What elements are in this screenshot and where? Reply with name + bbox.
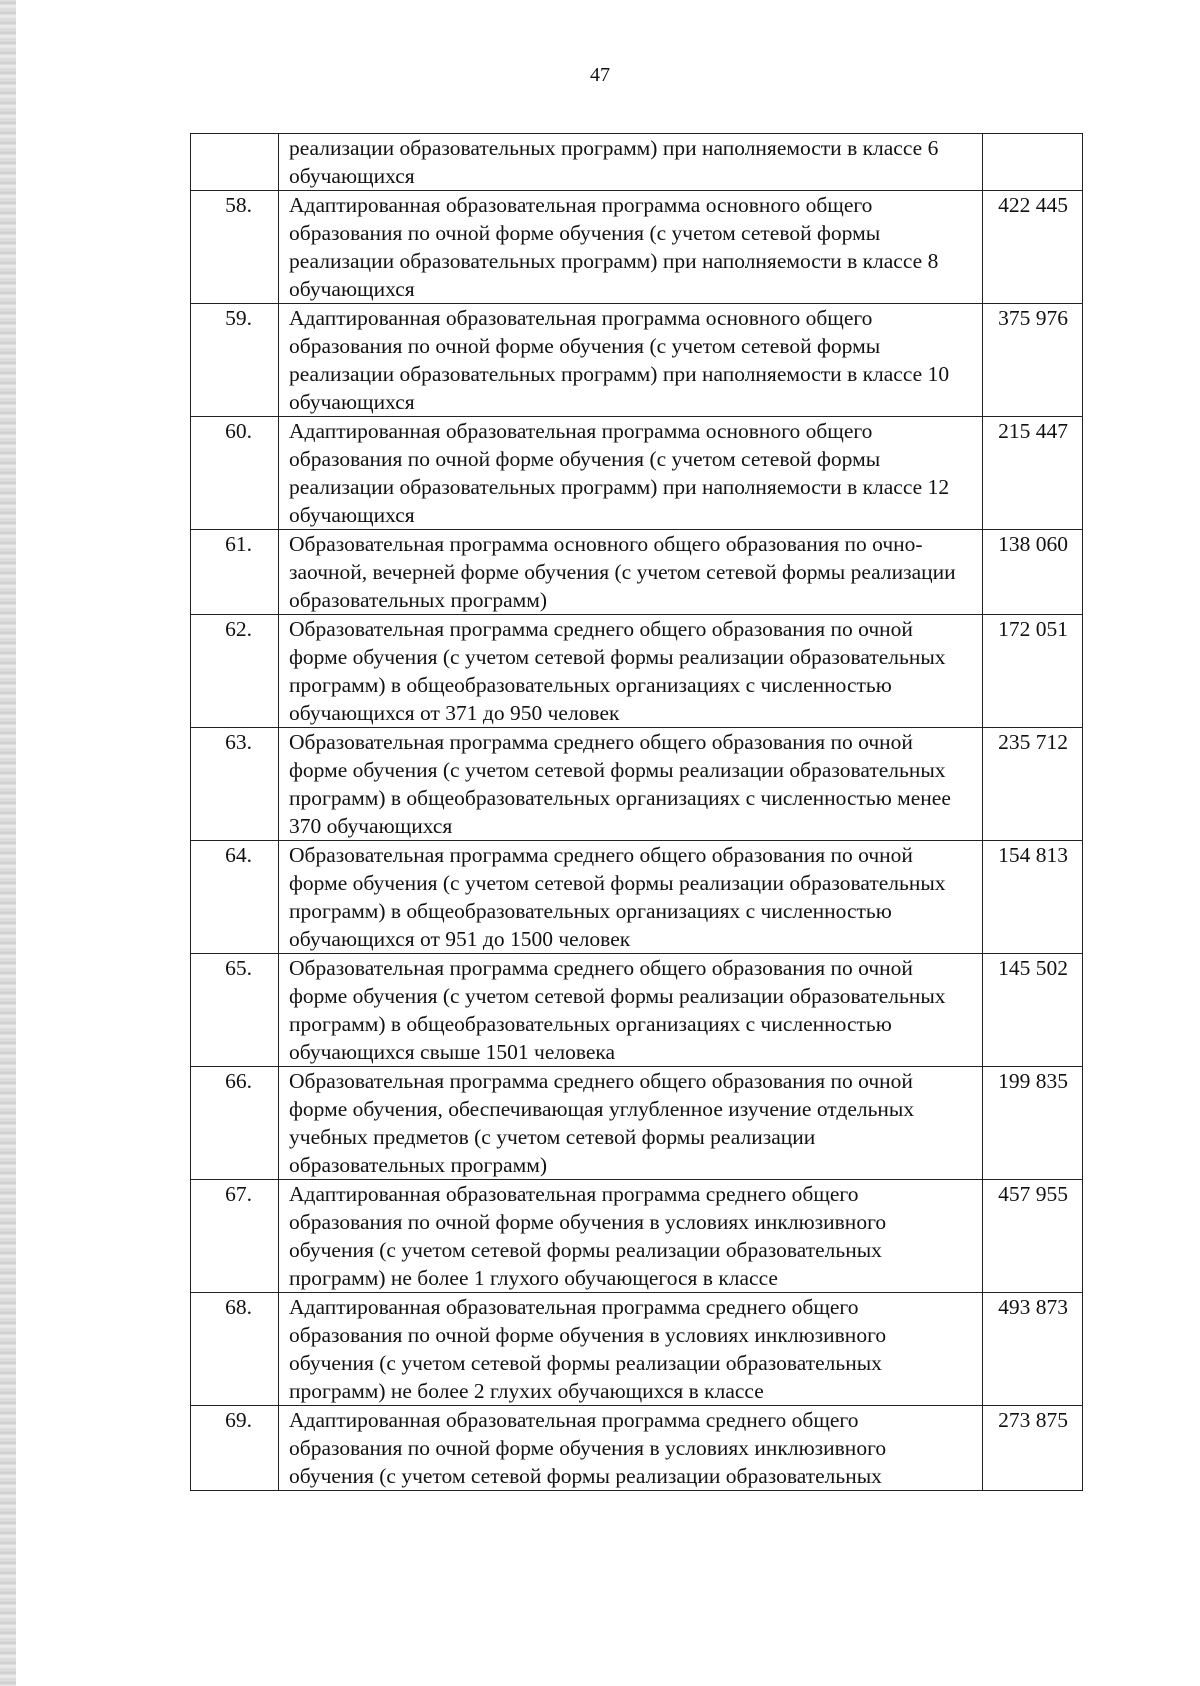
table-row bbox=[191, 417, 1083, 530]
cost-value bbox=[983, 417, 1083, 530]
program-description-text: Адаптированная образовательная программа среднего общего образования по очной форме обучения в условиях инклюзивного обучения (с учетом сетевой формы реализации образовательных программ) не более 1 глухого обучающегося в классе bbox=[289, 1182, 887, 1290]
program-description-text: Образовательная программа среднего общего образования по очной форме обучения (с учетом сетевой формы реализации образовательных программ) в общеобразовательных организациях с численностью обучающихся от 371 до 950 человек bbox=[289, 617, 946, 725]
table-row bbox=[191, 191, 1083, 304]
program-description bbox=[279, 191, 983, 304]
table-row bbox=[191, 530, 1083, 615]
cost-value bbox=[983, 954, 1083, 1067]
program-description-text: Образовательная программа среднего общего образования по очной форме обучения (с учетом сетевой формы реализации образовательных программ) в общеобразовательных организациях с численностью менее 370 обучающихся bbox=[289, 730, 951, 838]
program-description bbox=[279, 1067, 983, 1180]
table-row bbox=[191, 1293, 1083, 1406]
row-number bbox=[191, 304, 279, 417]
table-row bbox=[191, 134, 1083, 191]
program-description-text: Адаптированная образовательная программа основного общего образования по очной форме обучения (с учетом сетевой формы реализации образовательных программ) при наполняемости в классе 8 обучающихся bbox=[289, 193, 939, 301]
program-description bbox=[279, 530, 983, 615]
program-description bbox=[279, 134, 983, 191]
cost-value-text: 215 447 bbox=[998, 419, 1068, 443]
row-number-text: 58. bbox=[225, 193, 252, 217]
scan-edge-artifact bbox=[0, 0, 16, 1686]
cost-value bbox=[983, 530, 1083, 615]
row-number bbox=[191, 615, 279, 728]
row-number-text: 64. bbox=[225, 843, 252, 867]
program-description-text: Образовательная программа среднего общего образования по очной форме обучения (с учетом сетевой формы реализации образовательных программ) в общеобразовательных организациях с численностью обучающихся свыше 1501 человека bbox=[289, 956, 946, 1064]
cost-value bbox=[983, 134, 1083, 191]
table-body bbox=[191, 134, 1083, 1491]
cost-value-text: 235 712 bbox=[998, 730, 1068, 754]
row-number bbox=[191, 134, 279, 191]
program-description-text: Адаптированная образовательная программа среднего общего образования по очной форме обучения в условиях инклюзивного обучения (с учетом сетевой формы реализации образовательных bbox=[289, 1408, 887, 1488]
cost-value-text: 199 835 bbox=[998, 1069, 1068, 1093]
program-description bbox=[279, 304, 983, 417]
program-description-text: реализации образовательных программ) при наполняемости в классе 6 обучающихся bbox=[289, 136, 939, 188]
row-number-text: 60. bbox=[225, 419, 252, 443]
program-description bbox=[279, 417, 983, 530]
cost-value bbox=[983, 615, 1083, 728]
program-description bbox=[279, 728, 983, 841]
program-description-text: Образовательная программа основного общего образования по очно-заочной, вечерней форме обучения (с учетом сетевой формы реализации образовательных программ) bbox=[289, 532, 956, 612]
cost-value bbox=[983, 1406, 1083, 1491]
row-number-text: 66. bbox=[225, 1069, 252, 1093]
program-description-text: Адаптированная образовательная программа среднего общего образования по очной форме обучения в условиях инклюзивного обучения (с учетом сетевой формы реализации образовательных программ) не более 2 глухих обучающихся в классе bbox=[289, 1295, 887, 1403]
row-number bbox=[191, 954, 279, 1067]
cost-value bbox=[983, 191, 1083, 304]
program-description-text: Адаптированная образовательная программа основного общего образования по очной форме обучения (с учетом сетевой формы реализации образовательных программ) при наполняемости в классе 12 обучающихся bbox=[289, 419, 950, 527]
program-description bbox=[279, 841, 983, 954]
cost-value-text: 273 875 bbox=[998, 1408, 1068, 1432]
row-number bbox=[191, 1180, 279, 1293]
program-description-text: Адаптированная образовательная программа основного общего образования по очной форме обучения (с учетом сетевой формы реализации образовательных программ) при наполняемости в классе 10 обучающихся bbox=[289, 306, 950, 414]
cost-value bbox=[983, 841, 1083, 954]
cost-value-text: 145 502 bbox=[998, 956, 1068, 980]
cost-value bbox=[983, 1293, 1083, 1406]
cost-value-text: 375 976 bbox=[998, 306, 1068, 330]
table-row bbox=[191, 615, 1083, 728]
cost-value-text: 457 955 bbox=[998, 1182, 1068, 1206]
row-number bbox=[191, 1406, 279, 1491]
program-description bbox=[279, 615, 983, 728]
table-row bbox=[191, 841, 1083, 954]
row-number-text: 68. bbox=[225, 1295, 252, 1319]
row-number-text: 67. bbox=[225, 1182, 252, 1206]
cost-value bbox=[983, 1067, 1083, 1180]
table-row bbox=[191, 728, 1083, 841]
row-number bbox=[191, 191, 279, 304]
program-description-text: Образовательная программа среднего общего образования по очной форме обучения, обеспечивающая углубленное изучение отдельных учебных предметов (с учетом сетевой формы реализации образовательных программ) bbox=[289, 1069, 915, 1177]
row-number-text: 62. bbox=[225, 617, 252, 641]
cost-value-text: 172 051 bbox=[998, 617, 1068, 641]
cost-value-text: 493 873 bbox=[998, 1295, 1068, 1319]
row-number bbox=[191, 841, 279, 954]
program-description bbox=[279, 1406, 983, 1491]
program-description bbox=[279, 1293, 983, 1406]
row-number bbox=[191, 530, 279, 615]
row-number-text: 69. bbox=[225, 1408, 252, 1432]
page-number: 47 bbox=[590, 64, 610, 86]
cost-value-text: 154 813 bbox=[998, 843, 1068, 867]
row-number-text: 59. bbox=[225, 306, 252, 330]
table-row bbox=[191, 954, 1083, 1067]
row-number bbox=[191, 1293, 279, 1406]
program-description bbox=[279, 1180, 983, 1293]
program-description-text: Образовательная программа среднего общего образования по очной форме обучения (с учетом сетевой формы реализации образовательных программ) в общеобразовательных организациях с численностью обучающихся от 951 до 1500 человек bbox=[289, 843, 946, 951]
table-row bbox=[191, 1067, 1083, 1180]
table-row bbox=[191, 304, 1083, 417]
row-number bbox=[191, 1067, 279, 1180]
table-row bbox=[191, 1406, 1083, 1491]
cost-value-text: 422 445 bbox=[998, 193, 1068, 217]
cost-value-text: 138 060 bbox=[998, 532, 1068, 556]
program-description bbox=[279, 954, 983, 1067]
cost-value bbox=[983, 728, 1083, 841]
row-number bbox=[191, 728, 279, 841]
cost-value bbox=[983, 1180, 1083, 1293]
row-number-text: 65. bbox=[225, 956, 252, 980]
row-number bbox=[191, 417, 279, 530]
cost-table bbox=[190, 133, 1083, 1491]
row-number-text: 63. bbox=[225, 730, 252, 754]
row-number-text: 61. bbox=[225, 532, 252, 556]
table-row bbox=[191, 1180, 1083, 1293]
cost-value bbox=[983, 304, 1083, 417]
